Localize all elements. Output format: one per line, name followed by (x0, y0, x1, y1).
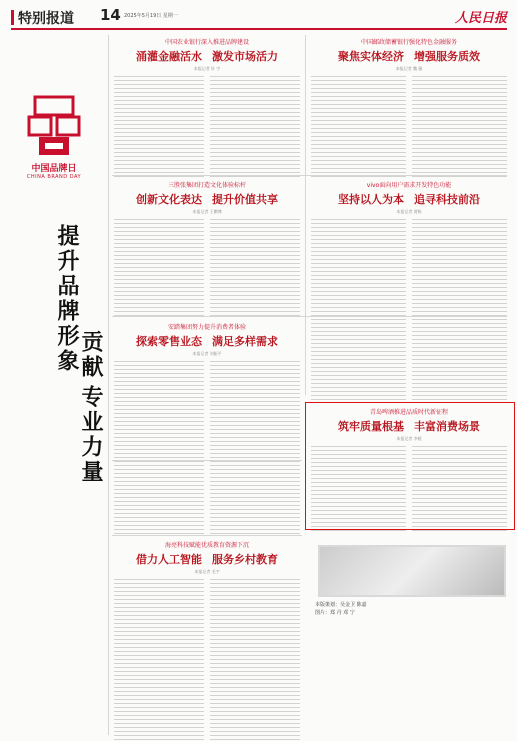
article-headline (311, 418, 507, 434)
article-body (311, 76, 507, 178)
headline-part-b: 激发市场活力 (212, 50, 278, 63)
brand-day-emblem-icon (25, 95, 83, 157)
article-headline (311, 191, 507, 207)
page-credits (315, 601, 367, 617)
article-byline: 本报记者 魏 薇 (395, 66, 423, 71)
article-hailiang (114, 540, 300, 735)
headline-part-a: 聚焦实体经济 (338, 50, 404, 63)
article-anta (114, 322, 300, 532)
headline-part-b: 满足多样需求 (212, 335, 278, 348)
article-byline: 本报记者 杜 宇 (193, 66, 221, 71)
article-byline: 本报记者 刘振平 (192, 351, 222, 356)
article-byline: 本报记者 王鹏博 (192, 209, 222, 214)
headline-part-b: 服务乡村教育 (212, 553, 278, 566)
page-number: 14 (100, 6, 121, 24)
article-body (311, 219, 507, 400)
section-title: 特别报道 (18, 11, 74, 27)
headline-part-b: 增强服务质效 (414, 50, 480, 63)
header-rule (11, 28, 507, 30)
section-marker (11, 10, 14, 25)
headline-part-b: 提升价值共享 (212, 193, 278, 206)
article-body (114, 361, 300, 537)
article-photo (318, 545, 506, 597)
article-byline: 本报记者 毛宇 (194, 569, 220, 574)
article-headline (114, 333, 300, 349)
article-byline: 本报记者 贾栋 (396, 209, 422, 214)
article-postal-savings-bank (311, 37, 507, 173)
brand-day-title: 中国品牌日 (31, 164, 77, 174)
article-byline: 本报记者 李媛 (396, 436, 422, 441)
article-kicker: 中国邮政储蓄银行强化特色金融服务 (360, 39, 457, 46)
headline-part-b: 追寻科技前沿 (414, 193, 480, 206)
headline-part-b: 丰富消费场景 (414, 420, 480, 433)
headline-part-a: 探索零售业态 (136, 335, 202, 348)
article-vivo (311, 180, 507, 395)
article-agricultural-bank (114, 37, 300, 173)
credits-editors: 本版策划：吴金卫 陈嘉 (315, 602, 367, 608)
article-body (114, 76, 300, 178)
headline-part-a: 借力人工智能 (136, 553, 202, 566)
china-brand-day-logo (20, 95, 88, 190)
headline-part-a: 筑牢质量根基 (338, 420, 404, 433)
headline-part-a: 创新文化表达 (136, 193, 202, 206)
article-tsingtao-beer (311, 407, 507, 527)
article-body (114, 219, 300, 319)
issue-date: 2025年5月19日 星期一 (124, 13, 178, 19)
headline-part-a: 坚持以人为本 (338, 193, 404, 206)
headline-part-a: 涌灌金融活水 (136, 50, 202, 63)
feature-title-line1: 提升品牌形象 (54, 224, 80, 374)
article-headline (114, 551, 300, 567)
article-body (114, 579, 300, 740)
article-headline (114, 48, 300, 64)
feature-title-line2b: 专业力量 (78, 385, 104, 485)
article-kicker: 中国农业银行深入推进品牌建设 (164, 39, 249, 46)
credits-photos: 图片：郑 丹 邓 宁 (315, 610, 355, 616)
article-kicker: 三胜张集团打造文化体验标杆 (167, 182, 246, 189)
newspaper-logo: 人民日报 (455, 11, 508, 26)
article-culture-group (114, 180, 300, 314)
article-kicker: vivo面向用户需求开发特色功能 (366, 182, 452, 189)
article-body (311, 446, 507, 532)
article-kicker: 安踏集团努力提升消费者体验 (167, 324, 246, 331)
article-headline (114, 191, 300, 207)
article-kicker: 青岛啤酒推进品质时代新征程 (369, 409, 448, 416)
feature-title-line2a: 贡献 (78, 330, 104, 380)
brand-day-subtitle: CHINA BRAND DAY (26, 174, 82, 180)
article-headline (311, 48, 507, 64)
article-kicker: 海亮科技赋能优质教育资源下沉 (164, 542, 249, 549)
page-header (0, 0, 517, 30)
